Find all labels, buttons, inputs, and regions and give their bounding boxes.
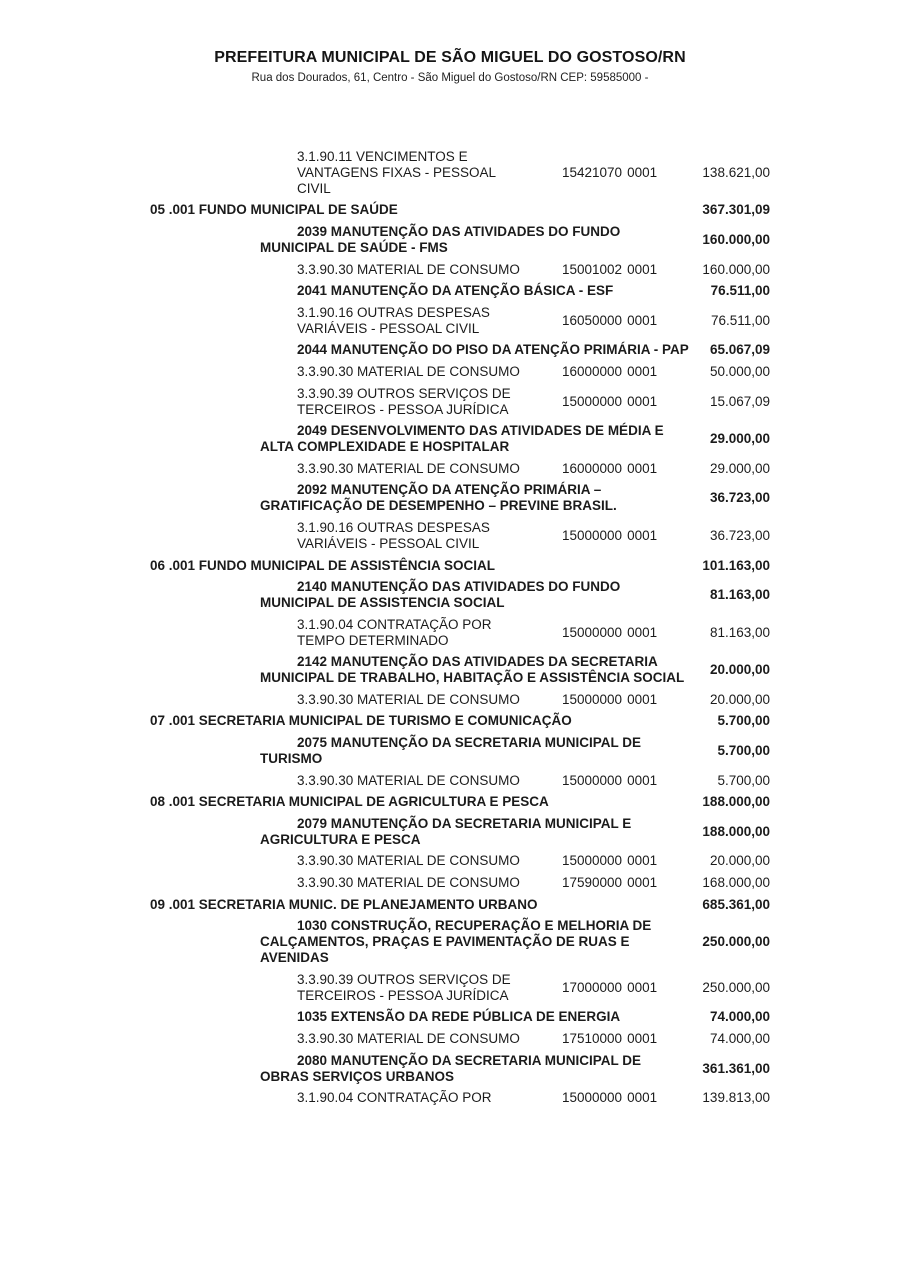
expense-row — [150, 517, 770, 555]
row-description: 2142 MANUTENÇÃO DAS ATIVIDADES DA SECRETARIA MUNICIPAL DE TRABALHO, HABITAÇÃO E ASSISTÊNCIA SOCIAL — [260, 654, 685, 686]
row-value: 5.700,00 — [717, 743, 770, 759]
action-row — [150, 280, 770, 302]
row-value: 361.361,00 — [702, 1060, 770, 1076]
expense-row — [150, 259, 770, 281]
funding-source-code: 17590000 — [562, 875, 623, 891]
row-description: 3.3.90.39 OUTROS SERVIÇOS DE TERCEIROS - PESSOA JURÍDICA — [297, 971, 511, 1003]
row-description: 1035 EXTENSÃO DA REDE PÚBLICA DE ENERGIA — [297, 1009, 621, 1025]
row-value: 160.000,00 — [702, 231, 770, 247]
row-value: 20.000,00 — [709, 853, 770, 869]
funding-source-code: 15000000 — [562, 853, 623, 869]
row-value: 81.163,00 — [709, 587, 770, 603]
row-description: 3.1.90.11 VENCIMENTOS E VANTAGENS FIXAS - PESSOAL CIVIL — [297, 148, 496, 196]
source-detail-code: 0001 — [627, 853, 658, 869]
action-row — [150, 221, 770, 259]
source-detail-code: 0001 — [627, 164, 658, 180]
row-value: 139.813,00 — [702, 1090, 770, 1106]
row-value: 250.000,00 — [702, 979, 770, 995]
row-value: 5.700,00 — [717, 713, 770, 729]
row-description: 3.3.90.30 MATERIAL DE CONSUMO — [297, 853, 520, 869]
action-row — [150, 1007, 770, 1029]
row-description: 05 .001 FUNDO MUNICIPAL DE SAÚDE — [150, 202, 398, 218]
row-codes — [562, 1031, 665, 1047]
funding-source-code: 15000000 — [562, 624, 623, 640]
row-value: 188.000,00 — [702, 794, 770, 810]
row-value: 50.000,00 — [709, 363, 770, 379]
document-title: PREFEITURA MUNICIPAL DE SÃO MIGUEL DO GOSTOSO/RN — [214, 49, 686, 66]
agency-row — [150, 791, 770, 813]
budget-table — [150, 146, 770, 1109]
row-value: 76.511,00 — [710, 312, 770, 328]
row-description: 3.1.90.04 CONTRATAÇÃO POR TEMPO DETERMINADO — [297, 616, 492, 648]
action-row — [150, 652, 770, 690]
row-value: 36.723,00 — [709, 490, 770, 506]
action-row — [150, 1050, 770, 1088]
row-codes — [562, 853, 665, 869]
row-value: 20.000,00 — [709, 662, 770, 678]
funding-source-code: 15000000 — [562, 527, 623, 543]
row-codes — [562, 165, 665, 181]
funding-source-code: 15001002 — [562, 261, 623, 277]
row-value: 168.000,00 — [702, 875, 770, 891]
row-description: 2079 MANUTENÇÃO DA SECRETARIA MUNICIPAL E AGRICULTURA E PESCA — [260, 815, 632, 847]
expense-row — [150, 302, 770, 340]
row-description: 3.3.90.30 MATERIAL DE CONSUMO — [297, 261, 520, 277]
source-detail-code: 0001 — [627, 261, 658, 277]
action-row — [150, 915, 770, 969]
action-row — [150, 813, 770, 851]
row-description: 1030 CONSTRUÇÃO, RECUPERAÇÃO E MELHORIA DE CALÇAMENTOS, PRAÇAS E PAVIMENTAÇÃO DE RUAS E AVENIDAS — [260, 918, 652, 966]
funding-source-code: 15000000 — [562, 691, 623, 707]
row-description: 3.3.90.30 MATERIAL DE CONSUMO — [297, 363, 520, 379]
row-description: 2049 DESENVOLVIMENTO DAS ATIVIDADES DE MÉDIA E ALTA COMPLEXIDADE E HOSPITALAR — [260, 423, 664, 455]
source-detail-code: 0001 — [627, 312, 658, 328]
row-value: 138.621,00 — [702, 164, 770, 180]
expense-row — [150, 458, 770, 480]
expense-row — [150, 872, 770, 894]
row-codes — [562, 461, 665, 477]
row-description: 2080 MANUTENÇÃO DA SECRETARIA MUNICIPAL DE OBRAS SERVIÇOS URBANOS — [260, 1052, 642, 1084]
agency-row — [150, 894, 770, 916]
row-description: 3.1.90.16 OUTRAS DESPESAS VARIÁVEIS - PESSOAL CIVIL — [297, 304, 490, 336]
row-description: 2140 MANUTENÇÃO DAS ATIVIDADES DO FUNDO MUNICIPAL DE ASSISTENCIA SOCIAL — [260, 579, 621, 611]
source-detail-code: 0001 — [627, 691, 658, 707]
row-codes — [562, 625, 665, 641]
source-detail-code: 0001 — [627, 363, 658, 379]
row-value: 101.163,00 — [702, 557, 770, 573]
action-row — [150, 576, 770, 614]
row-description: 07 .001 SECRETARIA MUNICIPAL DE TURISMO E COMUNICAÇÃO — [150, 713, 572, 729]
source-detail-code: 0001 — [627, 624, 658, 640]
row-codes — [562, 313, 665, 329]
expense-row — [150, 1028, 770, 1050]
row-description: 2044 MANUTENÇÃO DO PISO DA ATENÇÃO PRIMÁRIA - PAP — [297, 342, 689, 358]
row-value: 15.067,09 — [709, 393, 770, 409]
row-description: 2075 MANUTENÇÃO DA SECRETARIA MUNICIPAL DE TURISMO — [260, 735, 642, 767]
action-row — [150, 420, 770, 458]
funding-source-code: 16000000 — [562, 363, 623, 379]
source-detail-code: 0001 — [627, 875, 658, 891]
agency-row — [150, 555, 770, 577]
row-value: 5.700,00 — [717, 772, 770, 788]
letterhead — [0, 49, 900, 84]
row-value: 250.000,00 — [702, 934, 770, 950]
action-row — [150, 480, 770, 518]
row-value: 76.511,00 — [710, 283, 770, 299]
row-codes — [562, 394, 665, 410]
action-row — [150, 732, 770, 770]
row-value: 367.301,09 — [702, 202, 770, 218]
expense-row — [150, 770, 770, 792]
funding-source-code: 17000000 — [562, 979, 623, 995]
funding-source-code: 15000000 — [562, 772, 623, 788]
expense-row — [150, 383, 770, 421]
funding-source-code: 15421070 — [562, 164, 623, 180]
action-row — [150, 340, 770, 362]
row-description: 09 .001 SECRETARIA MUNIC. DE PLANEJAMENTO URBANO — [150, 896, 538, 912]
row-value: 188.000,00 — [702, 823, 770, 839]
funding-source-code: 15000000 — [562, 1090, 623, 1106]
row-value: 36.723,00 — [709, 527, 770, 543]
row-codes — [562, 1090, 665, 1106]
row-description: 2041 MANUTENÇÃO DA ATENÇÃO BÁSICA - ESF — [297, 283, 614, 299]
row-codes — [562, 875, 665, 891]
expense-row — [150, 614, 770, 652]
funding-source-code: 17510000 — [562, 1031, 623, 1047]
row-description: 3.1.90.16 OUTRAS DESPESAS VARIÁVEIS - PESSOAL CIVIL — [297, 519, 490, 551]
funding-source-code: 16050000 — [562, 312, 623, 328]
funding-source-code: 16000000 — [562, 460, 623, 476]
source-detail-code: 0001 — [627, 393, 658, 409]
source-detail-code: 0001 — [627, 460, 658, 476]
row-value: 160.000,00 — [702, 261, 770, 277]
expense-row — [150, 851, 770, 873]
row-value: 685.361,00 — [702, 896, 770, 912]
row-description: 3.3.90.30 MATERIAL DE CONSUMO — [297, 772, 520, 788]
row-value: 74.000,00 — [709, 1031, 770, 1047]
row-description: 3.3.90.39 OUTROS SERVIÇOS DE TERCEIROS - PESSOA JURÍDICA — [297, 385, 511, 417]
row-description: 3.3.90.30 MATERIAL DE CONSUMO — [297, 460, 520, 476]
row-codes — [562, 262, 665, 278]
row-description: 08 .001 SECRETARIA MUNICIPAL DE AGRICULTURA E PESCA — [150, 794, 549, 810]
expense-row — [150, 1087, 770, 1109]
row-description: 2039 MANUTENÇÃO DAS ATIVIDADES DO FUNDO MUNICIPAL DE SAÚDE - FMS — [260, 223, 621, 255]
row-description: 3.3.90.30 MATERIAL DE CONSUMO — [297, 691, 520, 707]
source-detail-code: 0001 — [627, 1090, 658, 1106]
row-description: 06 .001 FUNDO MUNICIPAL DE ASSISTÊNCIA SOCIAL — [150, 557, 496, 573]
row-value: 65.067,09 — [709, 342, 770, 358]
row-codes — [562, 773, 665, 789]
source-detail-code: 0001 — [627, 527, 658, 543]
row-description: 2092 MANUTENÇÃO DA ATENÇÃO PRIMÁRIA – GRATIFICAÇÃO DE DESEMPENHO – PREVINE BRASIL. — [260, 482, 617, 514]
document-address: Rua dos Dourados, 61, Centro - São Miguel do Gostoso/RN CEP: 59585000 - — [251, 72, 649, 84]
agency-row — [150, 200, 770, 222]
expense-row — [150, 146, 770, 200]
source-detail-code: 0001 — [627, 1031, 658, 1047]
row-value: 74.000,00 — [709, 1009, 770, 1025]
row-description: 3.3.90.30 MATERIAL DE CONSUMO — [297, 875, 520, 891]
row-codes — [562, 692, 665, 708]
expense-row — [150, 361, 770, 383]
row-codes — [562, 364, 665, 380]
funding-source-code: 15000000 — [562, 393, 623, 409]
row-description: 3.3.90.30 MATERIAL DE CONSUMO — [297, 1031, 520, 1047]
expense-row — [150, 969, 770, 1007]
row-value: 81.163,00 — [709, 624, 770, 640]
source-detail-code: 0001 — [627, 772, 658, 788]
row-value: 20.000,00 — [709, 691, 770, 707]
row-codes — [562, 528, 665, 544]
agency-row — [150, 711, 770, 733]
row-codes — [562, 980, 665, 996]
row-value: 29.000,00 — [709, 431, 770, 447]
row-value: 29.000,00 — [709, 460, 770, 476]
expense-row — [150, 689, 770, 711]
row-description: 3.1.90.04 CONTRATAÇÃO POR — [297, 1090, 492, 1106]
source-detail-code: 0001 — [627, 979, 658, 995]
